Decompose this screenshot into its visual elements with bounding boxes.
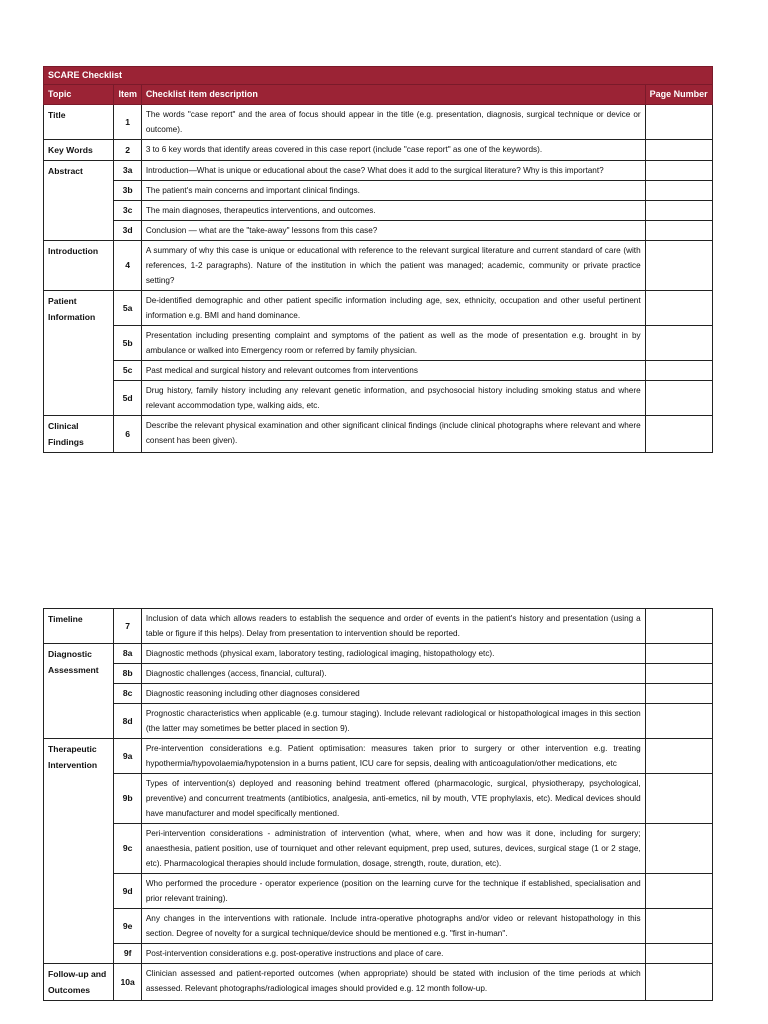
- topic-cell: Follow-up and Outcomes: [44, 964, 114, 1001]
- item-number-cell: 1: [114, 105, 141, 140]
- table-row: [44, 381, 713, 416]
- description-cell: Peri-intervention considerations - administration of intervention (what, where, when and how was it done, including for surgery; anaesthesia, patient position, use of tourniquet and other relevant equipment, prep used, sutures, devices, surgical stage (1 or 2 stage, etc). Pharmacological therapies should include formulation, dosage, strength, route, duration, etc).: [141, 824, 645, 874]
- description-cell: Past medical and surgical history and relevant outcomes from interventions: [141, 361, 645, 381]
- table-row: [44, 201, 713, 221]
- page-number-cell: [645, 140, 712, 161]
- page-number-cell: [645, 416, 712, 453]
- table-row: [44, 140, 713, 161]
- page-number-cell: [645, 361, 712, 381]
- item-number-cell: 9f: [114, 944, 141, 964]
- page-number-cell: [645, 241, 712, 291]
- table-row: [44, 221, 713, 241]
- header-description: Checklist item description: [141, 85, 645, 105]
- item-number-cell: 5d: [114, 381, 141, 416]
- topic-cell: Therapeutic Intervention: [44, 739, 114, 964]
- item-number-cell: 8c: [114, 684, 141, 704]
- table-row: [44, 874, 713, 909]
- topic-cell: Patient Information: [44, 291, 114, 416]
- item-number-cell: 9a: [114, 739, 141, 774]
- page-number-cell: [645, 381, 712, 416]
- table-row: [44, 964, 713, 1001]
- page-number-cell: [645, 874, 712, 909]
- item-number-cell: 9c: [114, 824, 141, 874]
- topic-cell: Timeline: [44, 609, 114, 644]
- table-row: [44, 291, 713, 326]
- item-number-cell: 3a: [114, 161, 141, 181]
- page-number-cell: [645, 739, 712, 774]
- checklist-table-1: [43, 66, 713, 453]
- table-row: [44, 644, 713, 664]
- description-cell: Post-intervention considerations e.g. post-operative instructions and place of care.: [141, 944, 645, 964]
- table-row: [44, 909, 713, 944]
- page-number-cell: [645, 944, 712, 964]
- topic-cell: Clinical Findings: [44, 416, 114, 453]
- table-row: [44, 664, 713, 684]
- table-row: [44, 241, 713, 291]
- item-number-cell: 8a: [114, 644, 141, 664]
- topic-cell: Diagnostic Assessment: [44, 644, 114, 739]
- page-number-cell: [645, 221, 712, 241]
- item-number-cell: 7: [114, 609, 141, 644]
- page-number-cell: [645, 909, 712, 944]
- item-number-cell: 4: [114, 241, 141, 291]
- description-cell: Any changes in the interventions with rationale. Include intra-operative photographs and/or video or relevant histopathology in this section. Degree of novelty for a surgical technique/device should be mentioned e.g. "first in-human".: [141, 909, 645, 944]
- item-number-cell: 5b: [114, 326, 141, 361]
- description-cell: Diagnostic challenges (access, financial, cultural).: [141, 664, 645, 684]
- description-cell: Conclusion — what are the "take-away" lessons from this case?: [141, 221, 645, 241]
- description-cell: Clinician assessed and patient-reported outcomes (when appropriate) should be stated with inclusion of the time periods at which assessed. Relevant photographs/radiological images should provided e.g. 12 month follow-up.: [141, 964, 645, 1001]
- table-body: [44, 609, 713, 1001]
- table-row: [44, 704, 713, 739]
- description-cell: The patient's main concerns and important clinical findings.: [141, 181, 645, 201]
- description-cell: Introduction—What is unique or educational about the case? What does it add to the surgical literature? Why is this important?: [141, 161, 645, 181]
- item-number-cell: 9b: [114, 774, 141, 824]
- item-number-cell: 8b: [114, 664, 141, 684]
- header-item: Item: [114, 85, 141, 105]
- description-cell: Diagnostic methods (physical exam, laboratory testing, radiological imaging, histopathology etc).: [141, 644, 645, 664]
- page-number-cell: [645, 161, 712, 181]
- table-row: [44, 824, 713, 874]
- page-number-cell: [645, 291, 712, 326]
- description-cell: Types of intervention(s) deployed and reasoning behind treatment offered (pharmacologic, surgical, physiotherapy, psychological, preventive) and concurrent treatments (antibiotics, analgesia, anti-emetics, nil by mouth, VTE prophylaxis, etc). Medical devices should have manufacturer and model specifically mentioned.: [141, 774, 645, 824]
- table-row: [44, 609, 713, 644]
- description-cell: The words "case report" and the area of focus should appear in the title (e.g. presentation, diagnosis, surgical technique or device or outcome).: [141, 105, 645, 140]
- table-row: [44, 684, 713, 704]
- description-cell: Inclusion of data which allows readers to establish the sequence and order of events in the patient's history and presentation (using a table or figure if this helps). Delay from presentation to intervention should be reported.: [141, 609, 645, 644]
- item-number-cell: 5a: [114, 291, 141, 326]
- topic-cell: Title: [44, 105, 114, 140]
- item-number-cell: 10a: [114, 964, 141, 1001]
- item-number-cell: 3c: [114, 201, 141, 221]
- item-number-cell: 8d: [114, 704, 141, 739]
- page-number-cell: [645, 201, 712, 221]
- page-number-cell: [645, 824, 712, 874]
- page-number-cell: [645, 609, 712, 644]
- description-cell: Describe the relevant physical examination and other significant clinical findings (include clinical photographs where relevant and where consent has been given).: [141, 416, 645, 453]
- description-cell: Pre-intervention considerations e.g. Patient optimisation: measures taken prior to surgery or other intervention e.g. treating hypothermia/hypovolaemia/hypotension in a burns patient, ICU care for sepsis, dealing with anticoagulation/other medications, etc: [141, 739, 645, 774]
- header-page-number: Page Number: [645, 85, 712, 105]
- table-row: [44, 416, 713, 453]
- table-row: [44, 326, 713, 361]
- table-row: [44, 161, 713, 181]
- description-cell: Presentation including presenting complaint and symptoms of the patient as well as the mode of presentation e.g. brought in by ambulance or walked into Emergency room or referred by family physician.: [141, 326, 645, 361]
- description-cell: De-identified demographic and other patient specific information including age, sex, ethnicity, occupation and other useful pertinent information e.g. BMI and hand dominance.: [141, 291, 645, 326]
- item-number-cell: 9d: [114, 874, 141, 909]
- description-cell: Drug history, family history including any relevant genetic information, and psychosocial history including smoking status and where relevant accommodation type, walking aids, etc.: [141, 381, 645, 416]
- description-cell: Who performed the procedure - operator experience (position on the learning curve for the technique if established, specialisation and prior relevant training).: [141, 874, 645, 909]
- header-topic: Topic: [44, 85, 114, 105]
- table-row: [44, 181, 713, 201]
- page-number-cell: [645, 964, 712, 1001]
- page-number-cell: [645, 105, 712, 140]
- description-cell: 3 to 6 key words that identify areas covered in this case report (include "case report" as one of the keywords).: [141, 140, 645, 161]
- checklist-table-2: [43, 608, 713, 1001]
- description-cell: A summary of why this case is unique or educational with reference to the relevant surgical literature and current standard of care (with references, 1-2 paragraphs). Nature of the institution in which the patient was managed; academic, community or private practice setting?: [141, 241, 645, 291]
- table-body: [44, 105, 713, 453]
- page-number-cell: [645, 326, 712, 361]
- table-row: [44, 105, 713, 140]
- item-number-cell: 2: [114, 140, 141, 161]
- table-row: [44, 774, 713, 824]
- item-number-cell: 9e: [114, 909, 141, 944]
- description-cell: Prognostic characteristics when applicable (e.g. tumour staging). Include relevant radiological or histopathological images in this section (the latter may sometimes be better placed in section 9).: [141, 704, 645, 739]
- page-number-cell: [645, 181, 712, 201]
- table-title: SCARE Checklist: [44, 67, 713, 85]
- topic-cell: Introduction: [44, 241, 114, 291]
- table-row: [44, 739, 713, 774]
- description-cell: The main diagnoses, therapeutics interventions, and outcomes.: [141, 201, 645, 221]
- item-number-cell: 5c: [114, 361, 141, 381]
- description-cell: Diagnostic reasoning including other diagnoses considered: [141, 684, 645, 704]
- table-row: [44, 944, 713, 964]
- page-number-cell: [645, 704, 712, 739]
- item-number-cell: 6: [114, 416, 141, 453]
- topic-cell: Key Words: [44, 140, 114, 161]
- page-number-cell: [645, 644, 712, 664]
- page-number-cell: [645, 664, 712, 684]
- table-row: [44, 361, 713, 381]
- item-number-cell: 3d: [114, 221, 141, 241]
- page-number-cell: [645, 684, 712, 704]
- page-number-cell: [645, 774, 712, 824]
- item-number-cell: 3b: [114, 181, 141, 201]
- topic-cell: Abstract: [44, 161, 114, 241]
